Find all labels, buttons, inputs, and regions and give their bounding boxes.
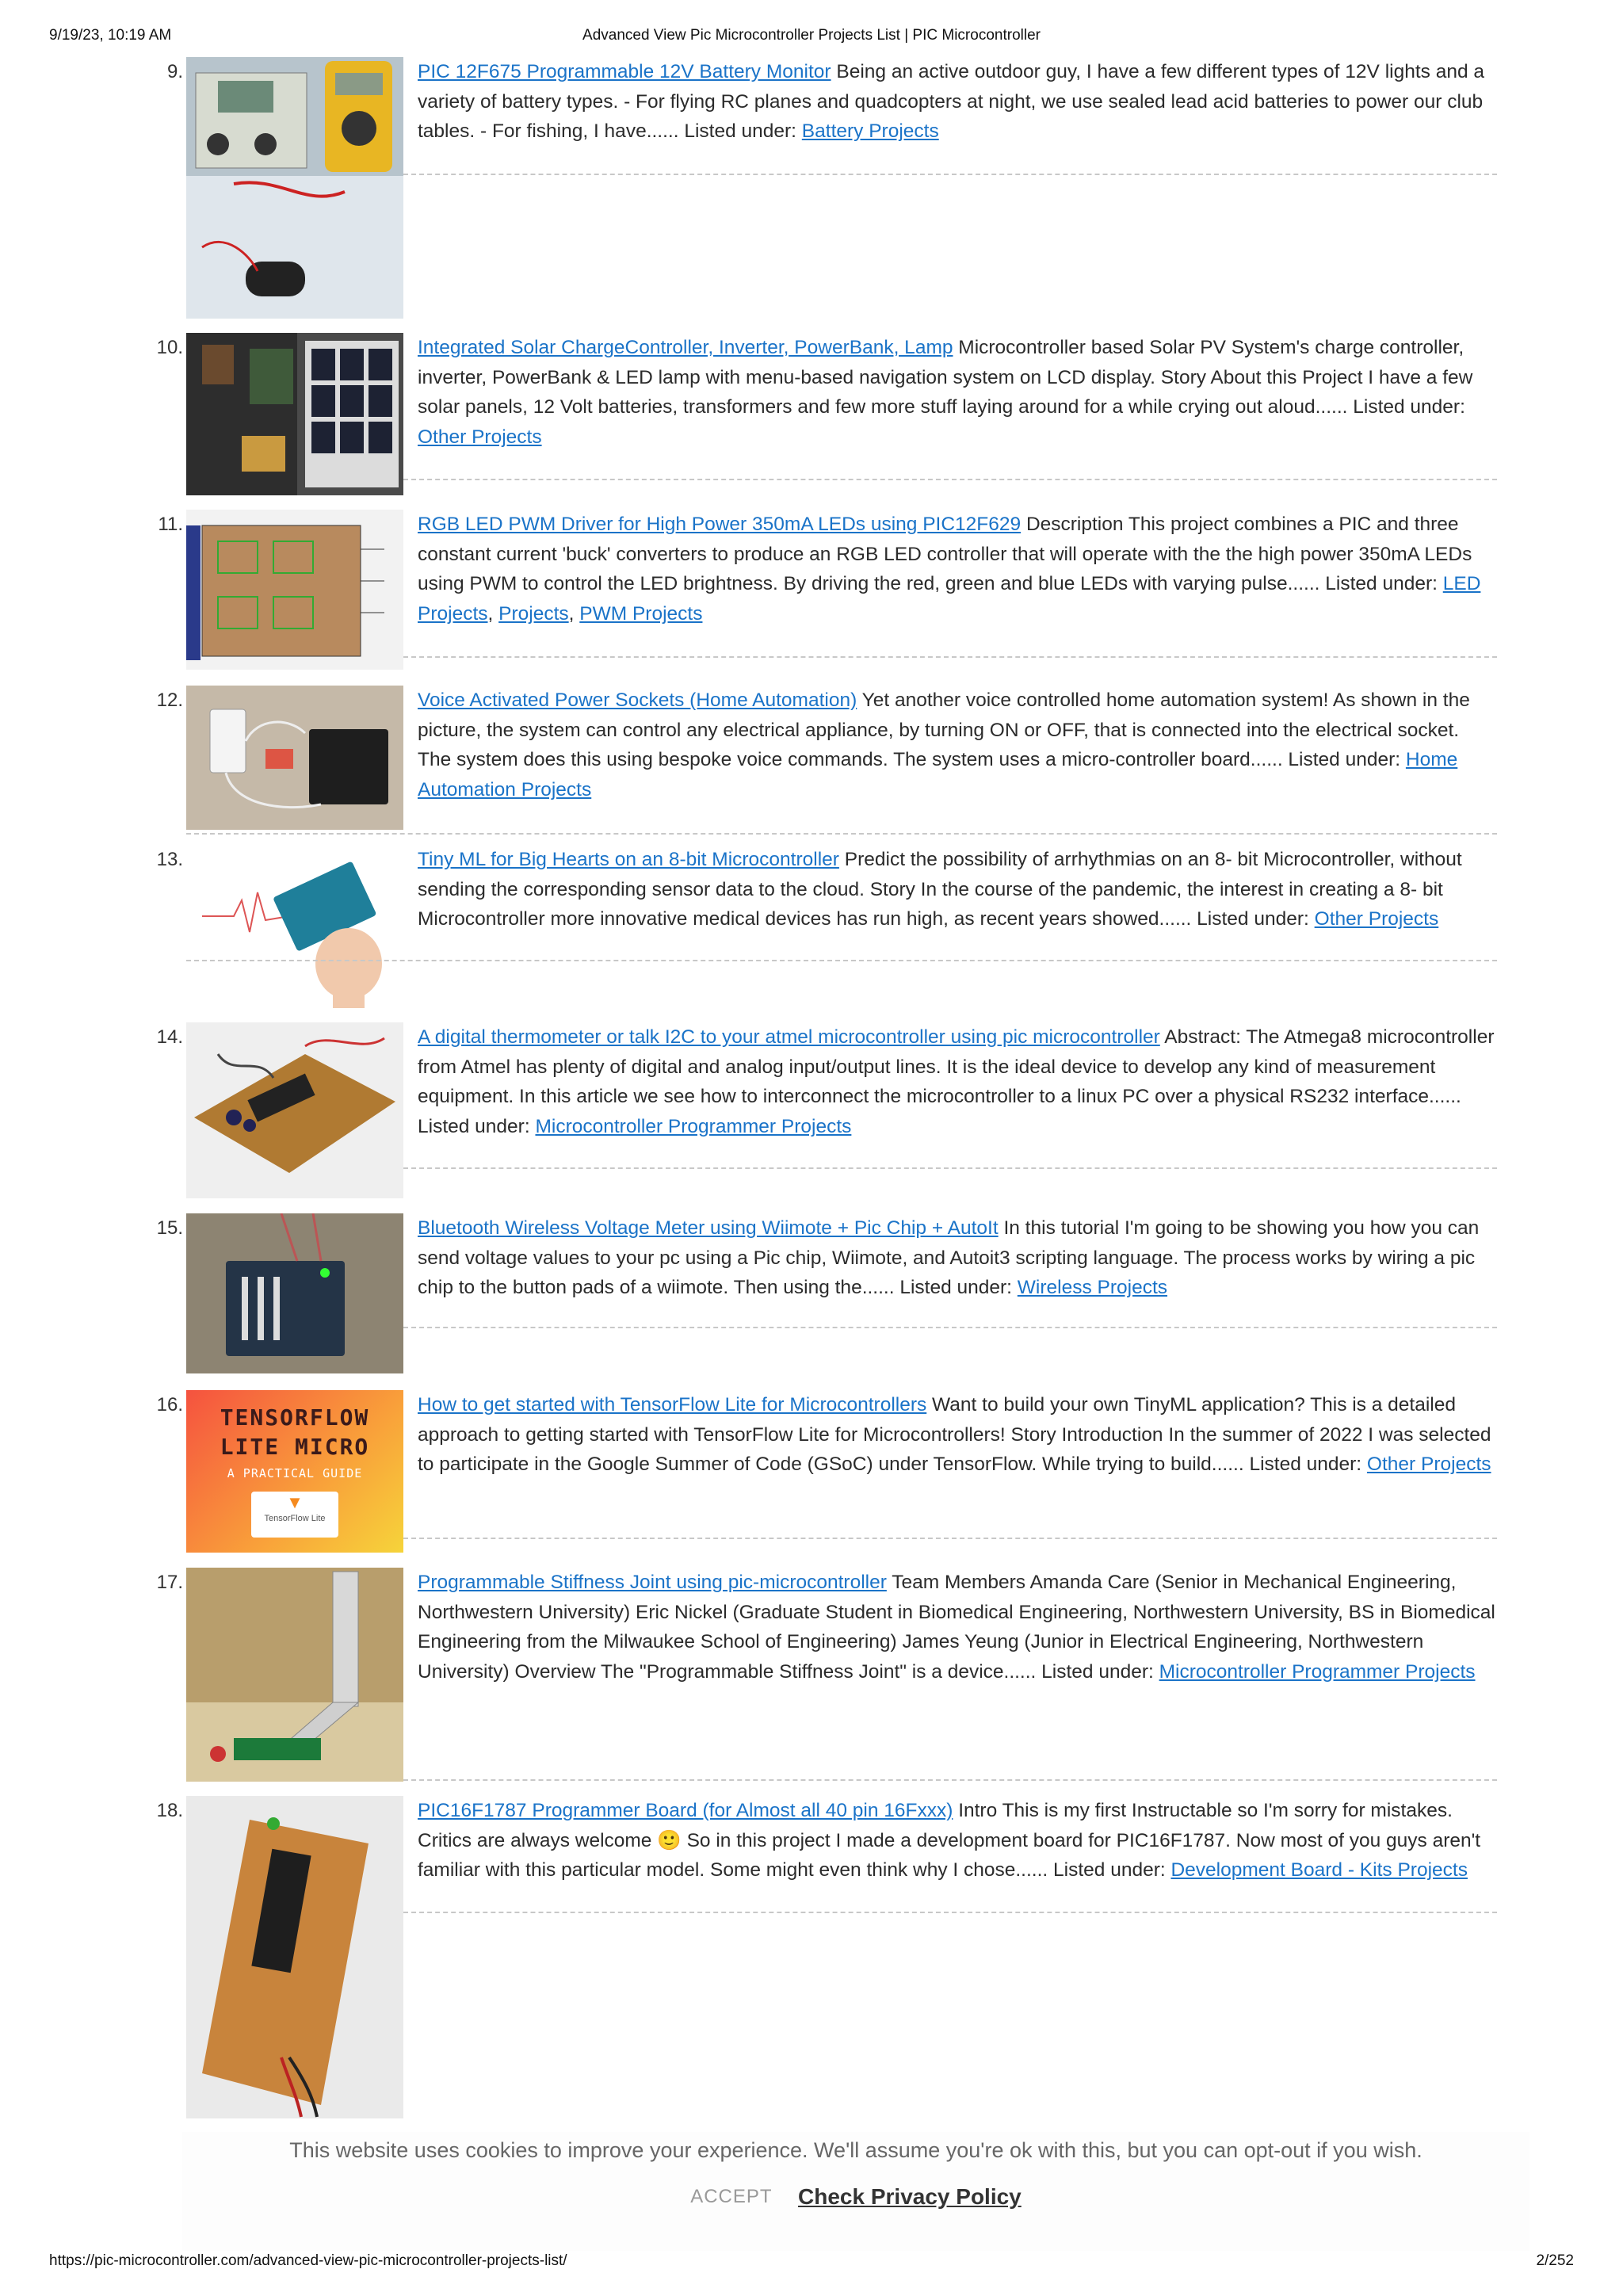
entry-separator: [403, 479, 1497, 480]
entry-text: [418, 333, 1497, 452]
project-title-link[interactable]: PIC16F1787 Programmer Board (for Almost all 40 pin 16Fxxx): [418, 1800, 953, 1821]
entry-separator: [186, 960, 1497, 961]
entry-separator: [186, 833, 1497, 835]
project-description-cont: So in this project I made a development board for PIC16F1787. Now most of you guys aren't familiar with this particular model. Some might even think why I chose...... Listed under:: [418, 1829, 1481, 1881]
entry-text: RGB LED PWM Driver for High Power 350mA LEDs using PIC12F629 Description This project combines a PIC and three constant current 'buck' converters to produce an RGB LED controller that will operate with the the high power 350mA LEDs using PWM to control the LED brightness. By driving the red, green and blue LEDs with varying pulse...... Listed under: LED Projects, Projects, PWM Projects: [418, 514, 1481, 625]
print-header: [49, 27, 1574, 46]
project-title-link[interactable]: Tiny ML for Big Hearts on an 8-bit Microcontroller: [418, 849, 839, 870]
project-entry: [155, 57, 1502, 319]
category-link[interactable]: Home Automation Projects: [418, 749, 1458, 800]
project-description: Microcontroller based Solar PV System's charge controller, inverter, PowerBank & LED lamp with menu-based navigation system on LCD display. Story About this Project I have a few solar panels, 12 Volt batteries, transformers and few more stuff laying around for a while crying out aloud...... Listed under:: [418, 337, 1473, 418]
project-thumbnail[interactable]: [186, 845, 403, 1008]
entry-text: [418, 1022, 1497, 1141]
project-thumbnail[interactable]: [186, 333, 403, 495]
project-thumbnail[interactable]: [186, 57, 403, 319]
page-number: 2/252: [1536, 2252, 1574, 2269]
project-description: Abstract: The Atmega8 microcontroller from Atmel has plenty of digital and analog input/output lines. It is the ideal device to develop any kind of measurement equipment. In this article we see how to interconnect the microcontroller to a linux PC over a physical RS232 interface...... Listed under:: [418, 1026, 1495, 1137]
project-thumbnail[interactable]: [186, 686, 403, 830]
entry-number: 18.: [156, 1800, 183, 1821]
thumb-subtitle: A PRACTICAL GUIDE: [227, 1466, 363, 1480]
project-thumbnail[interactable]: [186, 1022, 403, 1198]
category-link[interactable]: Battery Projects: [801, 120, 939, 142]
entry-number: 13.: [156, 849, 183, 870]
tensorflow-badge-label: TensorFlow Lite: [264, 1514, 326, 1523]
accept-cookies-button[interactable]: ACCEPT: [690, 2186, 773, 2207]
cookie-actions: [182, 2184, 1529, 2210]
category-link[interactable]: Microcontroller Programmer Projects: [535, 1115, 852, 1137]
thumb-title-line2: LITE MICRO: [220, 1434, 370, 1460]
project-thumbnail[interactable]: [186, 510, 403, 670]
project-entry: [155, 1390, 1502, 1553]
print-date: 9/19/23, 10:19 AM: [49, 27, 172, 44]
entry-text: [418, 57, 1497, 147]
cookie-consent-bar: [182, 2132, 1529, 2251]
print-footer: [49, 2252, 1574, 2270]
entry-number: 10.: [156, 337, 183, 358]
project-description: Description This project combines a PIC and three constant current 'buck' converters to produce an RGB LED controller that will operate with the the high power 350mA LEDs using PWM to control the LED brightness. By driving the red, green and blue LEDs with varying pulse...... Listed under:: [418, 514, 1472, 594]
entry-separator: [403, 1912, 1497, 1913]
thumb-title-line1: TENSORFLOW: [220, 1404, 370, 1431]
project-entry: [155, 845, 1502, 1007]
page-url: https://pic-microcontroller.com/advanced-view-pic-microcontroller-projects-list/: [49, 2252, 567, 2269]
entry-text: [418, 845, 1497, 934]
entry-number: 11.: [158, 514, 183, 535]
project-title-link[interactable]: How to get started with TensorFlow Lite for Microcontrollers: [418, 1394, 927, 1415]
project-description: Being an active outdoor guy, I have a few different types of 12V lights and a variety of battery types. - For flying RC planes and quadcopters at night, we use sealed lead acid batteries to power our club tables. - For fishing, I have...... Listed under:: [418, 61, 1485, 142]
entry-number: 12.: [156, 690, 183, 711]
print-title: Advanced View Pic Microcontroller Projects List | PIC Microcontroller: [582, 27, 1041, 44]
project-title-link[interactable]: Voice Activated Power Sockets (Home Automation): [418, 690, 857, 711]
project-title-link[interactable]: Programmable Stiffness Joint using pic-microcontroller: [418, 1572, 887, 1593]
category-link[interactable]: Projects: [498, 602, 569, 625]
tensorflow-logo-icon: ▼: [286, 1492, 304, 1512]
tensorflow-badge: [251, 1492, 338, 1538]
project-description: Want to build your own TinyML application? This is a detailed approach to getting started with TensorFlow Lite for Microcontrollers! Story Introduction In the summer of 2022 I was selected to participate in the Google Summer of Code (GSoC) under TensorFlow. While trying to build...... Listed under:: [418, 1394, 1491, 1475]
smile-emoji-icon: 🙂: [657, 1829, 682, 1851]
project-thumbnail[interactable]: [186, 1213, 403, 1373]
entry-number: 14.: [156, 1026, 183, 1048]
project-thumbnail[interactable]: [186, 1796, 403, 2118]
entry-separator: [403, 656, 1497, 658]
project-title-link[interactable]: PIC 12F675 Programmable 12V Battery Monitor: [418, 61, 831, 82]
entry-number: 9.: [166, 61, 183, 82]
project-description: Yet another voice controlled home automation system! As shown in the picture, the system can control any electrical appliance, by turning ON or OFF, that is connected into the electrical socket. The system does this using bespoke voice commands. The system uses a micro-controller board...... Listed under:: [418, 690, 1470, 770]
category-link[interactable]: Other Projects: [1314, 908, 1439, 930]
privacy-policy-link[interactable]: Check Privacy Policy: [798, 2184, 1022, 2209]
category-link[interactable]: Development Board - Kits Projects: [1170, 1859, 1468, 1881]
entry-text: [418, 1390, 1497, 1480]
entry-number: 17.: [156, 1572, 183, 1593]
category-link[interactable]: Other Projects: [1366, 1454, 1491, 1475]
project-title-link[interactable]: A digital thermometer or talk I2C to your atmel microcontroller using pic microcontroller: [418, 1026, 1160, 1048]
category-link[interactable]: Wireless Projects: [1017, 1277, 1168, 1298]
project-entry: [155, 510, 1502, 668]
entry-number: 16.: [156, 1394, 183, 1415]
project-thumbnail[interactable]: [186, 1390, 403, 1553]
category-link[interactable]: Other Projects: [418, 426, 542, 448]
entry-text: [418, 1213, 1497, 1303]
entry-text: [418, 686, 1497, 804]
project-title-link[interactable]: Integrated Solar ChargeController, Inverter, PowerBank, Lamp: [418, 337, 953, 358]
project-thumbnail[interactable]: [186, 1568, 403, 1782]
project-description: Intro This is my first Instructable so I'm sorry for mistakes. Critics are always welcome: [418, 1800, 1453, 1851]
project-title-link[interactable]: RGB LED PWM Driver for High Power 350mA LEDs using PIC12F629: [418, 514, 1022, 535]
entry-separator: [403, 1327, 1497, 1328]
project-entry: [155, 333, 1502, 483]
project-entry: [155, 686, 1502, 832]
project-description: In this tutorial I'm going to be showing you how you can send voltage values to your pc using a Pic chip, Wiimote, and Autoit3 scripting language. The process works by wiring a pic chip to the button pads of a wiimote. Then using the...... Listed under:: [418, 1217, 1480, 1298]
cookie-message: This website uses cookies to improve your experience. We'll assume you're ok with this, but you can opt-out if you wish.: [289, 2138, 1423, 2162]
entry-separator: [403, 1779, 1497, 1781]
entry-separator: [403, 1538, 1497, 1539]
entry-number: 15.: [156, 1217, 183, 1239]
project-description: Predict the possibility of arrhythmias on an 8- bit Microcontroller, without sending the corresponding sensor data to the cloud. Story In the course of the pandemic, the interest in creating a 8- bit Microcontroller more innovative medical devices has run high, as recent years showed...... Listed under:: [418, 849, 1462, 930]
entry-text: [418, 1796, 1497, 1885]
category-link[interactable]: PWM Projects: [579, 602, 703, 625]
project-entry: [155, 1568, 1502, 1782]
project-description: Team Members Amanda Care (Senior in Mechanical Engineering, Northwestern University) Eric Nickel (Graduate Student in Biomedical Engineering, Northwestern University, BS in Biomedical Engineering from the Milwaukee School of Engineering) James Yeung (Junior in Electrical Engineering, Northwestern University) Overview The "Programmable Stiffness Joint" is a device...... Listed under:: [418, 1572, 1495, 1683]
project-entry: [155, 1796, 1502, 2117]
category-link[interactable]: Microcontroller Programmer Projects: [1159, 1660, 1476, 1683]
project-entry: [155, 1022, 1502, 1197]
entry-text: [418, 1568, 1497, 1687]
project-title-link[interactable]: Bluetooth Wireless Voltage Meter using Wiimote + Pic Chip + AutoIt: [418, 1217, 999, 1239]
entry-separator: [403, 174, 1497, 175]
project-entry: [155, 1213, 1502, 1376]
category-link[interactable]: LED Projects: [418, 573, 1481, 625]
entry-separator: [403, 1167, 1497, 1169]
